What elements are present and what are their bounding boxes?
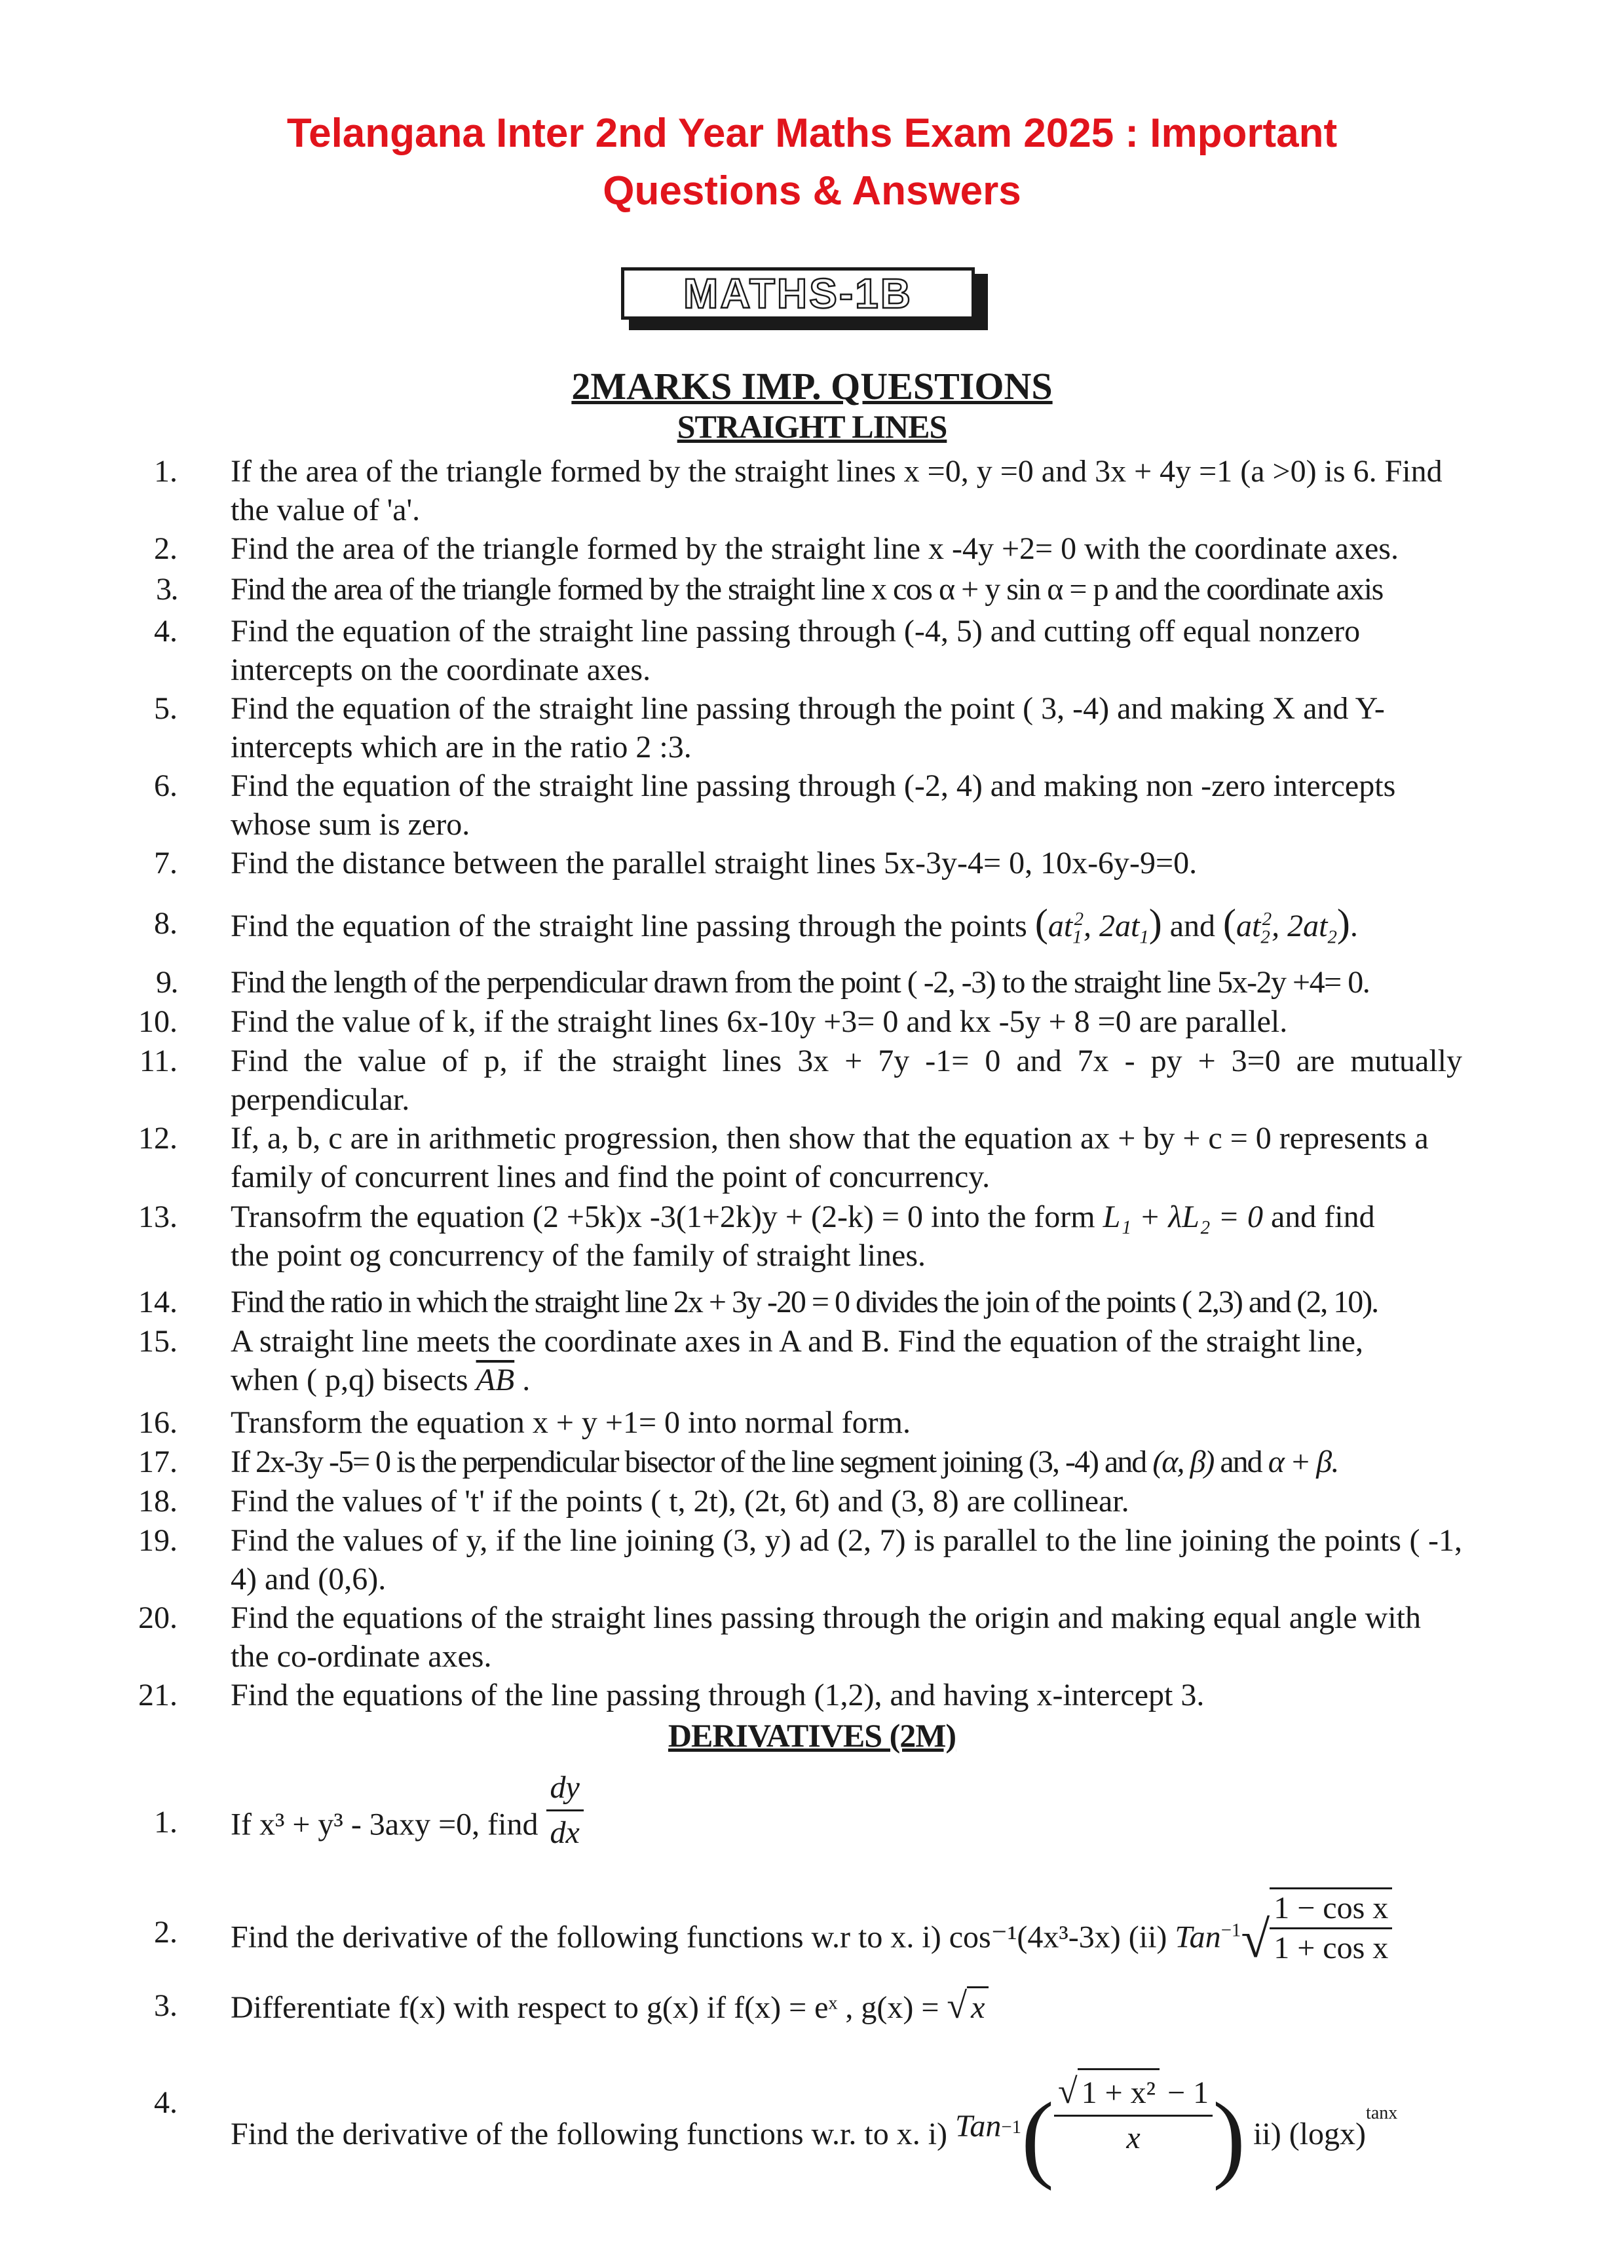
question-text [231, 1198, 1462, 1275]
alpha-plus-beta: α + β [1268, 1445, 1331, 1479]
question-number: 12. [138, 1121, 178, 1156]
fraction-denominator: x [1054, 2115, 1213, 2160]
question-number: 13. [138, 1200, 178, 1234]
question-number: 18. [138, 1484, 178, 1519]
derivatives-heading: DERIVATIVES (2M) [668, 1717, 956, 1754]
question-text-line-2: when ( p,q) bisects [231, 1363, 468, 1397]
question-text: Find the area of the triangle formed by the straight line x cos α + y sin α = p and the coordinate axis [231, 572, 1383, 607]
question-number: 5. [154, 691, 178, 726]
question-number: 1. [154, 454, 178, 489]
question-number: 21. [138, 1678, 178, 1712]
question-number: 3. [156, 572, 178, 607]
and-word: and [1169, 909, 1216, 943]
question-text: If, a, b, c are in arithmetic progression, then show that the equation ax + by + c = 0 represents a family of concurrent lines and find the point of concurrency. [231, 1121, 1429, 1194]
question-number: 1. [154, 1805, 178, 1840]
badge-label: MATHS-1B [621, 267, 975, 320]
point-2-expr: $at_2^2$, $2at_2$ [1236, 909, 1337, 948]
point-1-close: ) [1148, 901, 1162, 945]
fraction-numerator: 1 − cos x [1274, 1890, 1389, 1925]
question-number: 7. [154, 846, 178, 880]
sqrt-icon: √ [1057, 2071, 1078, 2111]
question-number: 6. [154, 768, 178, 803]
question-text-main: If x³ + y³ - 3axy =0, find [231, 1807, 538, 1842]
sqrt-icon: √ [1241, 1911, 1270, 1969]
page-title-line-1: Telangana Inter 2nd Year Maths Exam 2025 : Important [286, 111, 1338, 156]
left-paren: ( [1021, 2083, 1054, 2191]
question-text: If 2x-3y -5= 0 is the perpendicular bisector of the line segment joining (3, -4) and (α, β) and α + β. [231, 1445, 1338, 1479]
question-text: Find the equations of the line passing through (1,2), and having x-intercept 3. [231, 1678, 1205, 1712]
question-text: If the area of the triangle formed by the straight lines x =0, y =0 and 3x + 4y =1 (a >0) is 6. Find the value of 'a'. [231, 454, 1443, 527]
question-text-main: A straight line meets the coordinate axes in A and B. Find the equation of the straight line, [231, 1324, 1363, 1359]
question-number: 2. [154, 531, 178, 566]
segment-ab: $\overline{AB}$ [476, 1363, 515, 1397]
nested-fraction [1054, 2068, 1213, 2160]
question-text-main: Find the equation of the straight line passing through the points [231, 909, 1027, 943]
part-ii-power: tanx [1366, 2103, 1398, 2124]
question-number: 9. [156, 965, 178, 1000]
point-2-close: ) [1336, 901, 1350, 945]
question-text: Find the value of p, if the straight lines 3x + 7y -1= 0 and 7x - py + 3=0 are mutually perpendicular. [231, 1044, 1462, 1117]
question-text: Find the area of the triangle formed by the straight line x -4y +2= 0 with the coordinate axes. [231, 531, 1399, 566]
question-text: Find the ratio in which the straight line 2x + 3y -20 = 0 divides the join of the points ( 2,3) and (2, 10). [231, 1285, 1378, 1319]
point-alpha-beta: (α, β) [1152, 1445, 1214, 1479]
family-form: L₁ + λL₂ = 0 [1103, 1200, 1263, 1234]
question-number: 11. [139, 1044, 178, 1078]
numerator-rest: − 1 [1160, 2075, 1209, 2110]
page-title [98, 105, 1526, 220]
and-word: and [1220, 1445, 1262, 1479]
question-text [231, 1890, 1392, 1970]
subject-badge [621, 267, 988, 330]
question-text: Find the equation of the straight line passing through the point ( 3, -4) and making X and Y-intercepts which are in the ratio 2 :3. [231, 691, 1385, 765]
question-text-main: Transofrm the equation (2 +5k)x -3(1+2k)y + (2-k) = 0 into the form [231, 1200, 1095, 1234]
inverse-power: −1 [1001, 2117, 1021, 2138]
question-number: 3. [154, 1988, 178, 2023]
question-text: Find the values of 't' if the points ( t, 2t), (2t, 6t) and (3, 8) are collinear. [231, 1484, 1129, 1519]
question-number: 17. [138, 1445, 178, 1479]
question-number: 4. [154, 2085, 178, 2120]
question-text: Find the values of y, if the line joining (3, y) ad (2, 7) is parallel to the line joining the points ( -1, 4) and (0,6). [231, 1523, 1462, 1597]
fraction-numerator: dy [550, 1770, 580, 1805]
inverse-power: −1 [1220, 1919, 1241, 1941]
question-text: Find the distance between the parallel straight lines 5x-3y-4= 0, 10x-6y-9=0. [231, 846, 1198, 880]
fraction-denominator: dx [546, 1809, 584, 1855]
question-number: 10. [138, 1004, 178, 1039]
point-1: ( [1034, 901, 1048, 945]
question-number: 19. [138, 1523, 178, 1558]
fraction-denominator: 1 + cos x [1270, 1927, 1392, 1967]
right-paren: ) [1213, 2083, 1246, 2191]
question-text [231, 1985, 989, 2027]
question-text-main: If 2x-3y -5= 0 is the perpendicular bisector of the line segment joining (3, -4) and [231, 1445, 1146, 1479]
question-number: 4. [154, 614, 178, 649]
question-text: Find the length of the perpendicular drawn from the point ( -2, -3) to the straight line 5x-2y +4= 0. [231, 965, 1370, 1000]
page-title-line-2: Questions & Answers [603, 168, 1021, 214]
straight-lines-heading: STRAIGHT LINES [677, 408, 947, 445]
question-text: A straight line meets the coordinate axes in A and B. Find the equation of the straight line, when ( p,q) bisects $\overline{AB}$ . [231, 1324, 1363, 1397]
sqrt-fraction [1270, 1887, 1392, 1967]
tan-inverse: Tan [955, 2109, 1002, 2144]
question-text: Find the equation of the straight line passing through (-2, 4) and making non -zero intercepts whose sum is zero. [231, 768, 1396, 842]
dy-dx-fraction [546, 1766, 584, 1855]
question-text: Transform the equation x + y +1= 0 into normal form. [231, 1405, 911, 1440]
question-text-main: Differentiate f(x) with respect to g(x) if f(x) = eˣ , g(x) = [231, 1990, 939, 2025]
point-1-expr: $at_1^2$, $2at_1$ [1048, 909, 1149, 948]
radicand: 1 + x² [1078, 2068, 1160, 2115]
question-number: 20. [138, 1600, 178, 1635]
question-number: 15. [138, 1324, 178, 1359]
question-text-main: Find the derivative of the following functions w.r to x. i) cos⁻¹(4x³-3x) (ii) [231, 1919, 1167, 1955]
question-text: Find the value of k, if the straight lines 6x-10y +3= 0 and kx -5y + 8 =0 are parallel. [231, 1004, 1288, 1039]
question-text: Find the equations of the straight lines passing through the origin and making equal angle with the co-ordinate axes. [231, 1600, 1422, 1674]
question-number: 14. [138, 1285, 178, 1319]
question-text [231, 1770, 584, 1855]
question-text-line-2: the point og concurrency of the family of straight lines. [231, 1238, 926, 1273]
question-text [231, 2071, 1398, 2193]
tan-inverse: Tan [1175, 1919, 1221, 1955]
fraction-numerator [1054, 2068, 1213, 2115]
question-number: 2. [154, 1915, 178, 1950]
part-ii: ii) (logx) [1253, 2117, 1367, 2152]
question-text: Find the equation of the straight line passing through (-4, 5) and cutting off equal nonzero intercepts on the coordinate axes. [231, 614, 1361, 687]
point-2: ( [1223, 901, 1237, 945]
question-number: 16. [138, 1405, 178, 1440]
question-text-rest: and find [1270, 1200, 1375, 1234]
sqrt-icon: √ [947, 1986, 968, 2026]
question-text-main: Find the derivative of the following functions w.r. to x. i) [231, 2117, 948, 2152]
main-heading: 2MARKS IMP. QUESTIONS [571, 365, 1053, 407]
question-text: Find the equation of the straight line passing through the points ($at_1^2$, $2at_1$) and ($at_2^2$, $2at_2$). [231, 901, 1358, 948]
radicand: x [967, 1986, 989, 2026]
question-number: 8. [154, 906, 178, 941]
